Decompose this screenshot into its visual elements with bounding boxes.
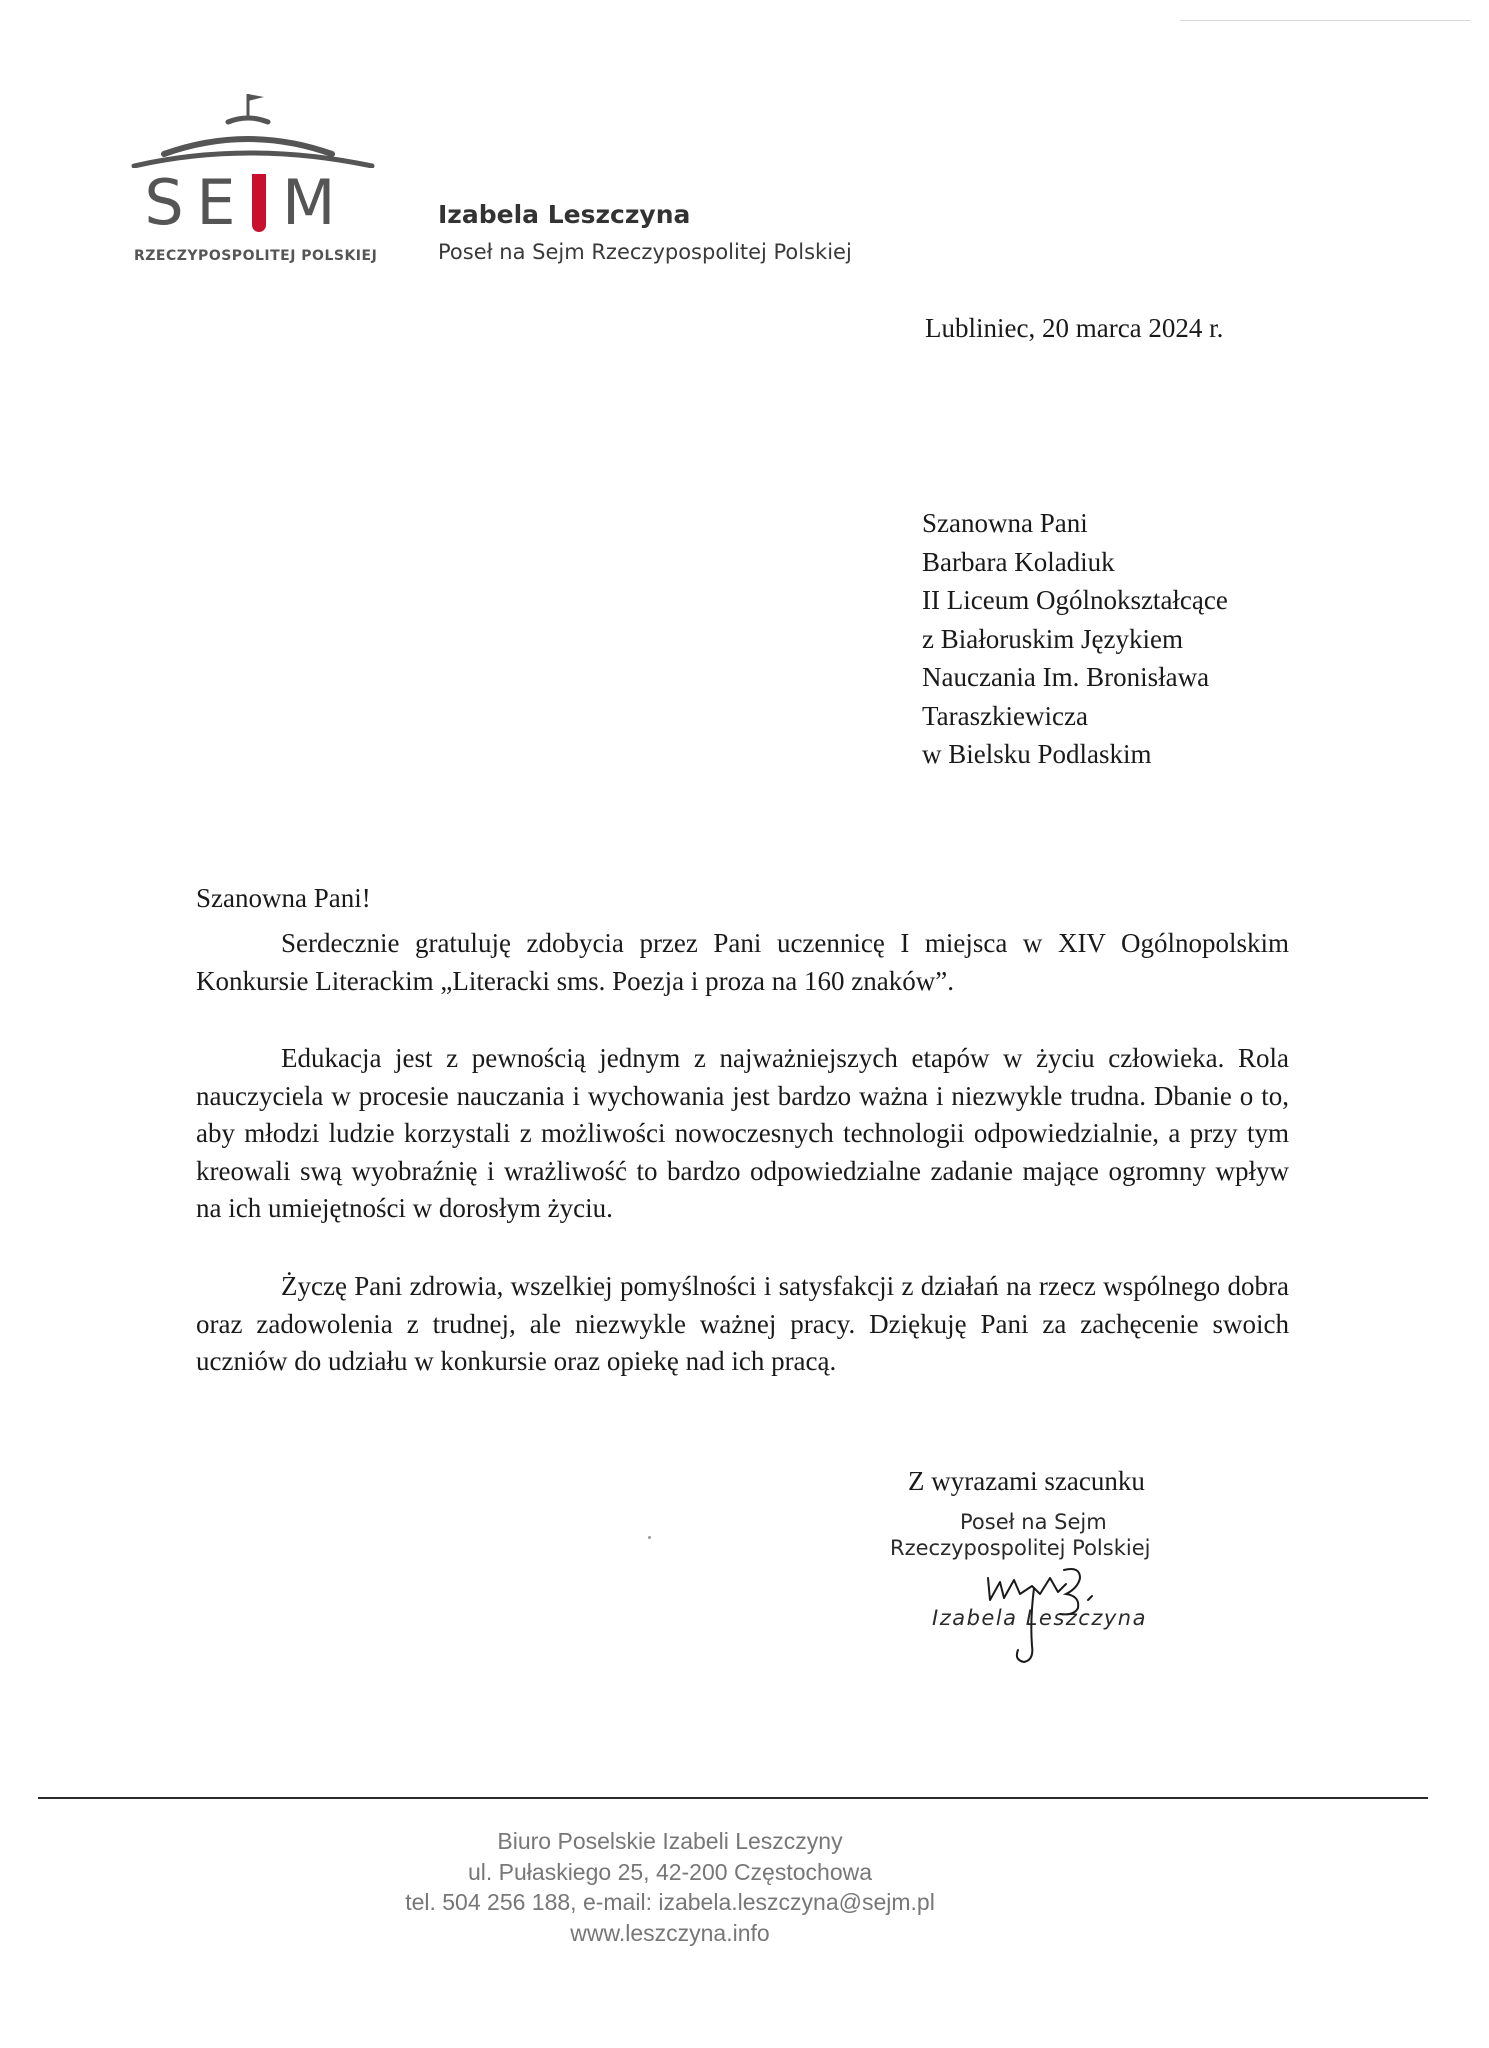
recipient-line: Szanowna Pani <box>922 508 1088 538</box>
body-paragraph: Edukacja jest z pewnością jednym z najważniejszych etapów w życiu człowieka. Rola nauczyciela w procesie nauczania i wychowania jest bardzo ważna i niezwykle trudna. Dbanie o to, aby młodzi ludzie korzystali z możliwości nowoczesnych technologii odpowiedzialnie, a przy tym kreowali swą wyobraźnię i wrażliwość to bardzo odpowiedzialne zadanie mające ogromny wpływ na ich umiejętności w dorosłym życiu. <box>196 1043 1289 1223</box>
logo-red-pillar <box>252 174 266 232</box>
stamp-name: Izabela Leszczyna <box>932 1606 1147 1630</box>
top-scan-line <box>1180 20 1470 21</box>
logo-letter-s: S <box>144 166 184 239</box>
footer-line: ul. Pułaskiego 25, 42-200 Częstochowa <box>467 1858 873 1885</box>
footer-divider <box>38 1797 1428 1799</box>
author-name: Izabela Leszczyna <box>438 200 691 229</box>
footer-line: www.leszczyna.info <box>570 1919 770 1946</box>
logo-subtitle: RZECZYPOSPOLITEJ POLSKIEJ <box>134 248 378 264</box>
handwritten-signature-icon <box>980 1560 1120 1670</box>
logo-letter-m: M <box>282 166 336 239</box>
recipient-line: w Bielsku Podlaskim <box>922 739 1152 769</box>
footer-line: Biuro Poselskie Izabeli Leszczyny <box>497 1828 843 1854</box>
body-paragraph: Życzę Pani zdrowia, wszelkiej pomyślności i satysfakcji z działań na rzecz wspólnego dobra oraz zadowolenia z trudnej, ale niezwykle ważnej pracy. Dziękuję Pani za zachęcenie swoich uczniów do udziału w konkursie oraz opiekę nad ich pracą. <box>196 1271 1289 1376</box>
office-footer <box>0 1826 1340 1948</box>
recipient-line: Barbara Koladiuk <box>922 546 1115 577</box>
scan-speck <box>648 1536 651 1539</box>
recipient-line: Taraszkiewicza <box>922 700 1088 731</box>
footer-line: tel. 504 256 188, e-mail: izabela.leszczyna@sejm.pl <box>405 1889 935 1915</box>
recipient-line: II Liceum Ogólnokształcące <box>922 585 1228 615</box>
recipient-line: Nauczania Im. Bronisława <box>922 662 1210 692</box>
salutation: Szanowna Pani! <box>196 883 371 913</box>
logo-letter-e: E <box>196 166 236 239</box>
logo-wordmark <box>138 166 378 239</box>
sejm-logo <box>128 88 378 278</box>
closing-phrase: Z wyrazami szacunku <box>908 1466 1145 1496</box>
stamp-line: Rzeczypospolitej Polskiej <box>890 1536 1151 1560</box>
author-role: Poseł na Sejm Rzeczypospolitej Polskiej <box>438 240 852 264</box>
recipient-address <box>922 504 1228 774</box>
body-paragraph: Serdecznie gratuluję zdobycia przez Pani uczennicę I miejsca w XIV Ogólnopolskim Konkursie Literackim „Literacki sms. Poezja i proza na 160 znaków”. <box>196 928 1289 996</box>
letter-date: Lubliniec, 20 marca 2024 r. <box>925 313 1224 343</box>
recipient-line: z Białoruskim Językiem <box>922 623 1183 654</box>
parliament-dome-icon <box>128 88 378 168</box>
stamp-line: Poseł na Sejm <box>960 1510 1107 1534</box>
